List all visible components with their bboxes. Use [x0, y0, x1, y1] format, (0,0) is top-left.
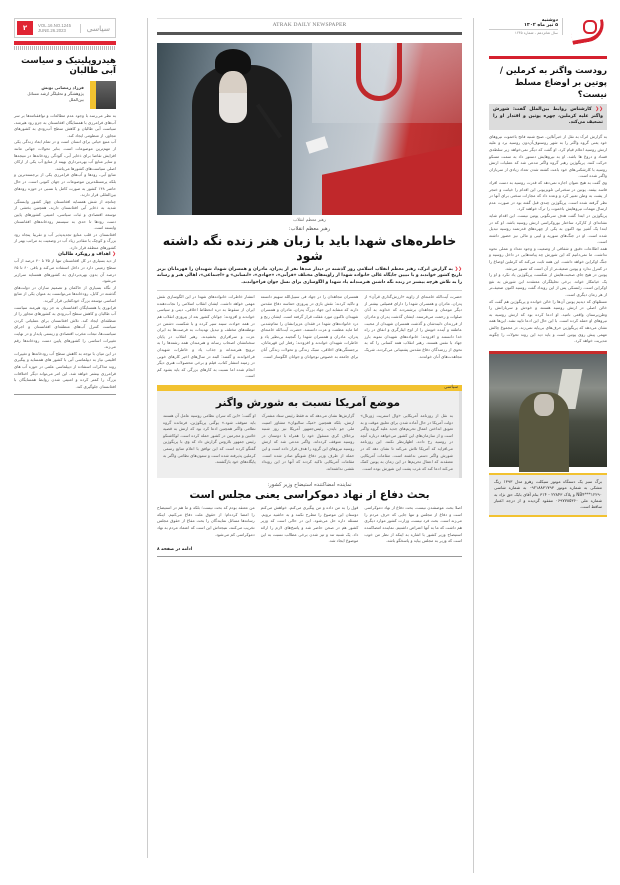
bottom-rule: [157, 556, 462, 557]
paragraph: وی گفت به هیچ عنوان اجازه نمی‌دهد که قدرت روسیه به دست افراد فاسد بیفتد. پوتین در سخنرانی تلویزیونی این اقدام را خیانت و خنجر از پشت به وطن تعبیر کرد و وعده داد که مجازات سختی برای آنها در نظر گرفته شده است. پریگوژین چندی قبل گفته بود در صورت عدم ارسال مهمات نیروهایش باخموت را ترک خواهند کرد.: [489, 179, 607, 212]
author-block: [14, 81, 116, 109]
paragraph: به گزارش اترک به نقل از خبرآنلاین، صبح شنبه فاتح باخموت نیروهای خود یعنی گروه واگنر را به شهر روستوف‌آن‌دون روسیه برد و علیه ارتش روسیه اعلام قیام کرد. او گفت که دیگر نمی‌خواهد زیر سلطه‌ی فساد و دروغ ها باشد. او به نیروهایش دستور داد به سمت مسکو حرکت کنند. پریگوژین رهبر گروه واگنر مدعی شد که عملیات ارتش روسیه با کارشکنی‌های خود باعث کشته شدن تعداد زیادی از سربازان واگنر شده است.: [489, 133, 607, 179]
wagner-article-box: [157, 391, 462, 478]
continued-link[interactable]: ادامه در صفحه ۸: [157, 546, 193, 552]
paragraph: مسئلهای که دیدیم پوتین آن‌ها را خائن خوانده و پریگوژین هم گفت که خائن اصلی در ارتش روسیه هستند و خودش و سربازانش را وطن‌پرستان واقعی نامید. او ادعا کرده بود که ارتش روسیه به نیروهای او حمله کرده است. با این حال این ادعا تایید نشد. این‌ها همه نشان می‌دهد که پریگوژین حرف‌های بی‌پایه نمی‌زند. در مجموع چالش مهمی پیش روی پوتین است و باید دید این روند تحولات را چگونه مدیریت خواهد کرد.: [489, 298, 607, 344]
column-divider: [473, 18, 474, 873]
article-column: حضرت آیت‌الله خامنه‌ای از زاویه «ارزش‌گذاری قرآن» از پدران، مادران و همسران شهدا را دارای فضیلتی بیشتر از دیگر مومنان و مجاهدان برشمردند که خداوند به آنان صلوات و رحمت می‌فرستد. ایشان گذشت پدران و مادران از فرزندان دلبندشان و گذشت همسران شهیدان از محبت عاطفه و آینده خویش را از اوج ایثارگری و انفاق در راه خدا دانستند و افزودند: خانواده‌های شهیدان نمونه بارز جهاد با نفس هستند. رهبر انقلاب همه کسانی را که به نحوی از رزمندگان دفاع مقدس پشتیبانی می‌کردند، شریک مجاهدت‌های آنان خواندند.: [364, 294, 462, 359]
volume-number: VOL.16.NO.1245: [38, 22, 71, 28]
flag-emblem: [356, 43, 402, 101]
article-column: گزارش‌ها نشان می‌دهد که نه فقط رئیس ستاد مشترک ارتش، بلکه همچنین «میک سالیوان» مشاور امنیت ملی جو بایدن، رئیس‌جمهور آمریکا نیز روز شنبه برخلاف کری مسئول خود را همراه با دوستان در روسیه متوقف کرده‌اند. واگنر مدعی شد که ارتش روسیه نیروهای این گروه را هدف قرار داده است و این حمله از طرف وزیر دفاع شویگو صادر شده است. مقامات آمریکایی تاکید کردند که آنها در این رویداد نقشی نداشته‌اند.: [261, 412, 355, 471]
left-article-headline[interactable]: هیدروپلیتیک و سیاست آبی طالبان: [21, 56, 116, 76]
photo-caption: رهبر معظم انقلاب: [293, 218, 326, 223]
lost-document-notice: برگ سبز یک دستگاه موتور سیکلت رهرو مدل ۱۳۹۳ رنگ مشکی به شماره موتور ۰۹۲۱۸۸۳۱۷۹۳ به شماره شاسی NB۴***۱۲۲۹۰ و پلاک ۲۲۸۴۳ - ۳۱۴ بنام آقای بابک حق نژاد به شماره ملی ۰۶۹۷۷۸۵۳۶۰ مفقود گردیده و از درجه اعتبار ساقط است.: [489, 473, 607, 517]
right-column: [489, 18, 607, 517]
main-article-columns: [157, 290, 462, 380]
paragraph: از دید بسیاری در کل افغانستان تنها از ۳۵ تا ۴۰ درصد از آب سطح زمینی دارد در داخل استفاده می‌کند و باقی ۶۰ تا ۶۵ درصد آن بدون بهره‌برداری به کشورهای همسایه سرازیر می‌شود.: [14, 258, 116, 284]
section-bar: سیاسی: [157, 385, 462, 391]
atrak-logo[interactable]: [567, 18, 607, 50]
dotted-divider: [14, 46, 116, 50]
right-lead: ❮❮ کارشناس روابط بین‌الملل گفت: شورش واگنر علیه کرملین، چهره پوتین و اقتدار او را تضعیف می‌کند.: [489, 104, 607, 130]
paragraph: همه اطلاعات دقیق و شفافی از وضعیت و وجود تعداد و عملی نحوه نداشت. ما نمی‌دانیم که این شورش چه پیامدهایی در داخل روسیه و جنگ اوکراین خواهد داشت. این همه ثابت می‌کند که کرملین اوضاع را در کنترل ندارد و پوتین ضعیف‌تر از آن است که تصور می‌شد.: [489, 245, 607, 271]
masthead-bar: [157, 32, 462, 35]
paragraph: فرانوری یا همسایگان افغانستان به جز رود هیرمند سیاست آب طالبان و کاهش سطح آب‌رودی به کشورهای مجاور را از منطقه‌ای ایجاد کند. تلاش افغانستان برای عملیاتی کردن سیاست کنترل آب‌های منطقه‌ای افغانستان و اجرای سیاست‌ها، تبعات مخرب اقتصادی و زیستی پایدار و در نهایت تغییرات اساسی را کشورهای پایین دست رودخانه‌ها رقم می‌زند.: [14, 304, 116, 350]
parliament-kicker: نماینده امضاکننده استیضاح وزیر کشور:: [267, 482, 352, 489]
article-column: من معتقد بودم که بحث نیست؛ بلکه و ما هم در استیضاح را امضا کرده‌ام؛ از حقوق ملت دفاع می‌کنیم. اینکه رسانه‌ها مسائل نمایندگان را بحث مفاع از حقوق مجلس تخریب می‌کنند، نتیجه‌اش این است که اعتماد مردم به نهاد دموکراسی کم می‌شود.: [156, 505, 255, 537]
main-photo[interactable]: [157, 43, 462, 215]
author-name: فرزاد رمضانی بونش: [41, 85, 84, 90]
paragraph: در این میان با توجه به کاهش سطح آب رودخانه‌ها و تغییرات اقلیمی نیاز به دیپلماسی آبی با کشور های همسایه و پیگیری روند مذاکرات استفاده از دیپلماسی علمی در حوزه آب های فرامرزی بیشتر خواهد شد. این امر می‌تواند دیگر اختلافات بزرگ را کمتر کرده و امنیتی شدن روابط همسایگان با افغانستان جلوگیری کند.: [14, 350, 116, 389]
issue-line: سال شانزدهم - شماره ۱۲۴۵: [489, 29, 558, 35]
persian-date: ۵ تیر ماه ۱۴۰۲: [523, 23, 558, 28]
page-header: [14, 18, 116, 38]
article-column: قول را به من داده و من پیگیری می‌کنم. خواهش می‌کنم دوستان این موضوع را مطرح نکنند و به حاشیه نرویم. مسئله داره حل می‌شود. این در حالی است که وزیر کشور هم در صحن حاضر شد و پاسخ‌های لازم را ارائه داد. یک شنبه تند و تیز شدن برخی مطالب نسبت به این موضوع ایجاد شد.: [260, 505, 359, 544]
author-photo: [90, 81, 116, 109]
article-column: او گفت: «این که سران نظامی روسیه عامل آن هستند باید متوقف شود.» یوگنی پریگوژین، فرمانده گروه نظامی واگنر همچنین ادعا کرد بود که ارتش به قضیه خائنین و مجرمین در کشور حمله کرده است. لوکاشنکو رئیس جمهور بلاروس گزارش داد که وی با پریگوژین گفتگو کرده است که این توافق با اعلام منابع رسمی کرملین پذیرفته شده است و ستون‌های نظامی واگنر به پایگاه‌های خود بازگشتند.: [162, 412, 256, 465]
article-column: به نقل از روزنامه آمریکایی «وال استریت ژورنال» دولت آمریکا در حال آماده شدن برای تعلیق موقت و به تعویق انداختن اعمال تحریم‌های جدید علیه گروه واگنر است و از سازمان‌های این کشور می‌خواهد درباره آنچه در روسیه رخ داده، اظهارنظر نکنند. این روزنامه می‌افزاید که آمریکا تلاش می‌کند تا نشان دهد که در شورش واگنر دستی نداشته است. مقامات آمریکایی معتقدند که اعمال تحریم‌ها در این زمان به پوتین کمک می‌کند ادعا کند که غرب پشت این شورش بوده است.: [360, 412, 453, 471]
chevron-left-icon: ❮: [110, 252, 116, 258]
paragraph: چنانچه از شش همسایه افغانستان چهار کشور وابستگی شدید به ذخایر آبی افغانستان دارند، همچنین بخشی از توسعه اقتصادی و ثبات سیاسی، امنیتی کشورهای پایین دست رودها تا حدی به سیستم رودخانه‌های افغانستان وابسته است.: [14, 198, 116, 231]
paragraph: از نگاه بسیاری از حاکمان و تصمیم سازان در دولت‌های گذشته در کابل، رودخانه‌ها می‌توانست به عنوان یکی از منابع اساسی توسعه بزرگ خودکفایی قرار گیرند.: [14, 284, 116, 304]
double-chevron-icon: ❮❮: [591, 107, 603, 112]
right-headline[interactable]: رودست واگنر به کرملین / پوتین بر اوضاع مسلط نیست؟: [499, 66, 607, 100]
red-divider: [14, 41, 116, 45]
main-headline[interactable]: خاطره‌های شهدا باید با زبان هنر زنده نگه داشته شود: [162, 233, 457, 263]
brand-block: [489, 18, 607, 50]
english-date: JUNE.26.2023: [38, 28, 66, 33]
parliament-headline[interactable]: بحث دفاع از نهاد دموکراسی یعنی مجلس است: [189, 489, 430, 502]
paragraph: منابع آبی، رودها و آب‌های فرامرزی یکی از برجسته‌ترین و بلکه پرمسئله‌ترین موضوعات در جهان کنونی است. در حال حاضر ۱۴۸ کشور به صورت کامل یا نسبی در حوزه رودهای بین‌المللی قرار دارند.: [14, 172, 116, 198]
center-column: [157, 18, 462, 557]
column-end-rule: [14, 394, 116, 395]
author-title: پژوهشگر و تحلیلگر ارشد مسائل بین‌الملل: [27, 91, 84, 102]
column-divider: [147, 18, 148, 858]
paragraph: افغانستان در قلب منابع تجدیدپذیر آب و تقریبا پنجاه رود بزرگ و کوچک با مقادیر زیاد آب در وضعیت به مراتب بهتر از کشورهای منطقه قرار دارد.: [14, 231, 116, 250]
paragraph: پوتین در هیچ جای صحبت‌هایش از شکست پریگوژین یاد نکرد و او را یک خیانتکار خواند. برخی تحلیلگران معتقدند این شورش به نفع اوکراین است. زلنسکی پس از این رویداد گفت روسیه اکنون ضعیف‌تر از هر زمان دیگری است.: [489, 272, 607, 298]
masthead-title: ATRAK DAILY NEWSPAPER: [157, 18, 462, 28]
wagner-headline[interactable]: موضع آمریکا نسبت به شورش واگنر: [215, 396, 401, 409]
paragraph: پریگوژین در ابتدا گفت هدف سرنگونی پوتین نیست. این اقدام شاید نشانه‌ای از کارکرد ساختار بوروکراسی ارتش روسیه باشد. او که در ابتدا یک آشپز بود اکنون به یکی از چهره‌های قدرتمند روسیه تبدیل شده است. او در جنگ‌های سوریه و لیبی و مالی نیز حضور داشته است.: [489, 212, 607, 245]
subheading: ❮ اهداف و رویکرد طالبان: [58, 252, 116, 258]
left-column: [14, 18, 116, 395]
article-column: همسران مجاهدان را در جهاد فی سبیل‌الله سهیم دانسته و تاکید کردند: نقش بازی در پیروزی حماسه دفاع مقدس دارند که مشابه این جهاد بزرگ پدران، مادران و همسران شهیدان تاکنون مورد غفلت قرار گرفته است. ایشان رنج و درد خانواده‌های شهدا در فقدان عزیزانشان را تمام‌شدنی اما مایه عظمت و عزت دانستند. حضرت آیت‌الله خامنه‌ای پدران، مادران و همسران شهدا را گنجینه بی‌نظیر یاد و خاطرات شهیدان خواندند و افزودند: رفتار این قهرمانان، برجستگی‌های اخلاقی، سبک زندگی و تحولات زندگی آنان برای جامعه به خصوص نوجوانان و جوانان الگوساز است.: [260, 294, 359, 359]
page-number: ۲: [17, 21, 33, 35]
section-name: سیاسی: [80, 24, 113, 33]
article-column: اصلا بحث عوضشدن نیست، بحث دفاع از نهاد دموکراسی است و دفاع از مجلس و تنها جایی که حرف مردم را می‌زند است. بحث فرد نیست، وزارت کشور موارد دیگری هم داشت که ما به آنها اعتراض داشتیم. نماینده امضاکننده استیضاح وزیر کشور با اشاره به اینکه از نظر من خوب است که وزیر به مجلس بیاید و پاسخگو باشد.: [364, 505, 462, 544]
red-divider: [489, 56, 607, 59]
paragraph: به نظر می‌رسد با وجود عدم مطالعات و توافقنامه‌ها بر سر آب‌های فرامرزی با همسایگان افغانستان به جزو رود هیرمند، سیاست آبی طالبان و کاهش سطح آب‌رودی به کشورهای مجاور، از منظومی ایجاد کند.: [14, 113, 116, 138]
article-column: انتشار خاطرات خانواده‌های شهدا در این الگوسازی نقش مهمی خواهد داشت. ایشان انقلاب اسلامی را نجات‌دهنده ایران از سقوط به دره انحطاط اخلاقی، دینی و سیاسی خواندند و افزودند: جوانان کشور بعد از پیروزی انقلاب هم در همه حوادث سینه سپر کرده و با شکست دشمن در توطئه‌های مختلف و تبدیل تهدیدات به فرصت‌ها به ایران عزت و سرافرازی بخشیدند. رهبر انقلاب در پایان سخنانشان اصحاب رسانه و هنرمندان همه رشته‌ها را به ترویج هنرمندانه و جذاب یاد و خاطرات شهیدان فراخواندند و گفتند: البته در سال‌های اخیر کارهای خوبی در زمینه انتشار کتاب، فیلم و برخی محصولات هنری دیگر انجام شده اما نسبت به کارهای بزرگی که باید بشود کم است.: [156, 294, 255, 379]
volume-info: [38, 23, 80, 34]
double-chevron-icon: ❮❮: [452, 267, 462, 272]
main-kicker: رهبر معظم انقلاب:: [288, 226, 331, 232]
main-lead: ❮❮ به گزارش اترک، رهبر معظم انقلاب اسلامی روز گذشته در دیدار صدها نفر از پدران، مادران و همسران شهدا، شهیدان را قهرمانان برتر تاریخ کشور خواندند و با تبیین جایگاه عالی خانواده شهدا از زاویه‌های مختلف «قرآنی»، «جهادی»، «انسانی» و «اجتماعی»، اهالی هنر و رسانه را به تلاش هرچه بیشتر در زنده نگه داشتن هنرمندانه یاد شهدا و الگوسازی برای نسل جوان فراخواندند.: [157, 267, 462, 285]
soldier-photo[interactable]: [489, 351, 607, 467]
weekday: دوشنبه: [541, 18, 558, 23]
paragraph: آب منبع حیاتی برای انسان است و در تمام ابعاد زندگی یکی از مهم‌ترین موضوعات است. بنابر تحولات جهانی مانند افزایش تقاضا برای ذخایر آبی، آلودگی رودخانه‌ها در نتیجه‌ها و سایر منابع آب بهره‌برداری بهینه از منابع آب یکی از ارکان اصلی سیاست‌های کشورها می‌باشد.: [14, 139, 116, 171]
